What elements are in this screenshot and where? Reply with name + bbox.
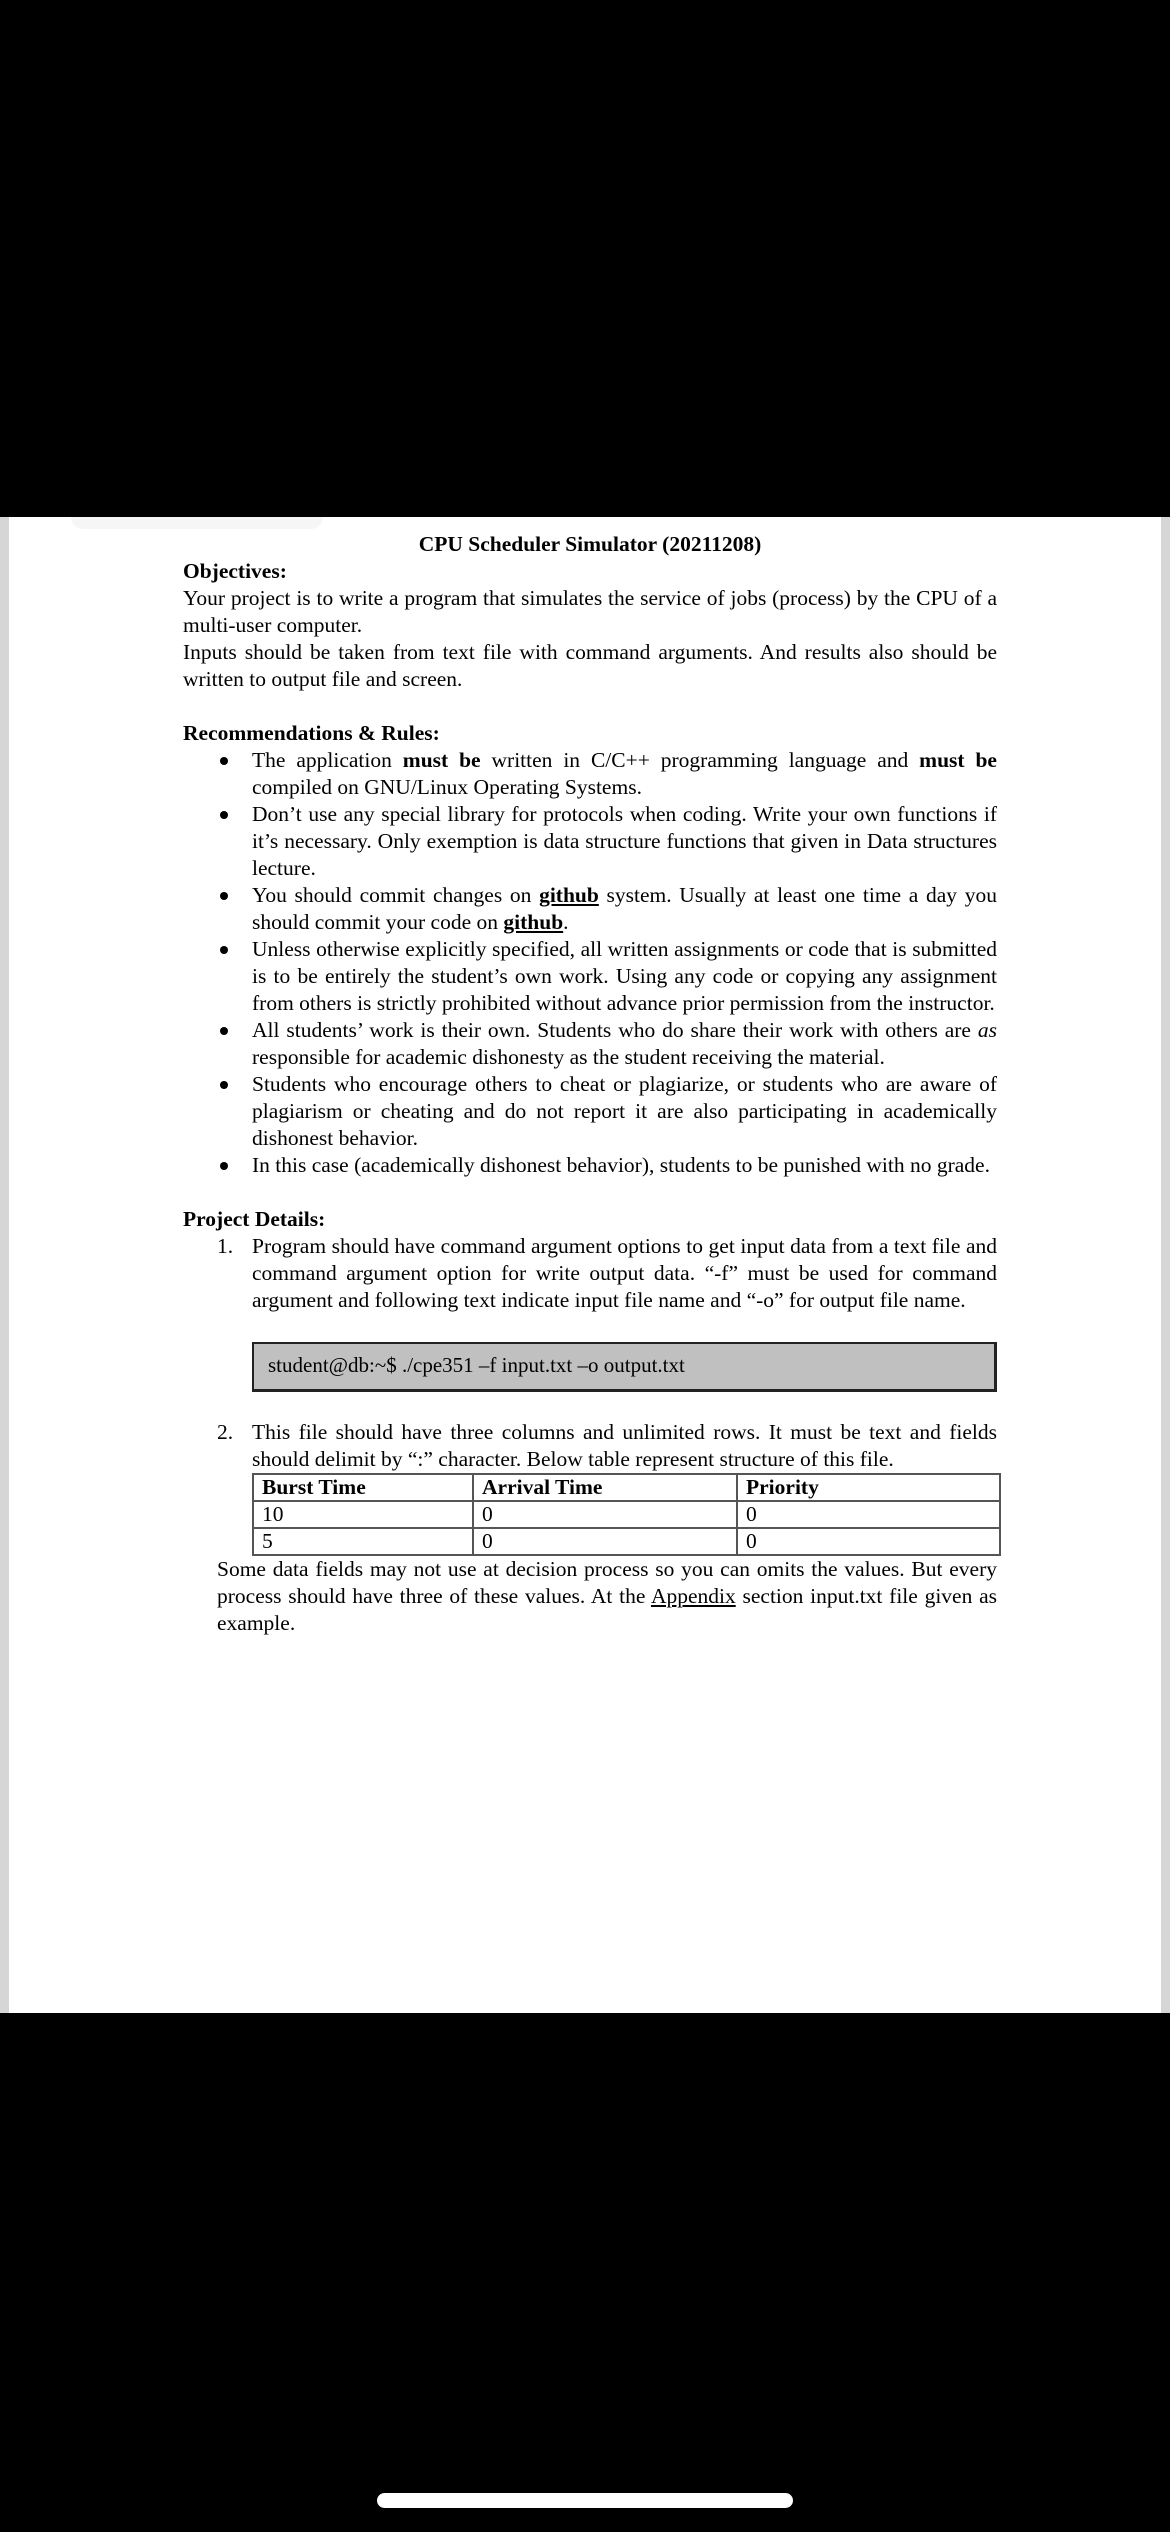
list-number: 2. [217,1420,234,1444]
table-cell: 10 [253,1501,473,1528]
details-item-2 [183,1419,997,1473]
rule-item [183,1017,997,1071]
rule-text: Unless otherwise explicitly specified, all written assignments or code that is submitted is to be entirely the student’s own work. Using any code or copying any assignment from others is strictly prohibited without advance prior permission from the instructor. [252,937,997,1015]
github-link[interactable]: github [503,910,564,934]
rule-item [183,1071,997,1152]
page-content [183,531,997,1637]
rule-item [183,1152,997,1179]
bullet-icon [220,811,228,819]
table-row [253,1501,1000,1528]
bullet-icon [220,946,228,954]
document-title: CPU Scheduler Simulator (20211208) [418,532,762,556]
page-tab-hint [71,517,323,529]
input-structure-table [252,1473,1001,1556]
details-list-2 [183,1419,997,1473]
table-row [253,1528,1000,1555]
rule-item [183,882,997,936]
document-viewer[interactable] [0,517,1170,2013]
column-header: Burst Time [253,1474,473,1501]
rule-text: compiled on GNU/Linux Operating Systems. [252,775,642,799]
command-text: student@db:~$ ./cpe351 –f input.txt –o output.txt [268,1353,685,1377]
details-item-1-text: Program should have command argument options to get input data from a text file and command argument option for write output data. “-f” must be used for command argument and following text indicate input file name and “-o” for output file name. [252,1234,997,1312]
rule-text: In this case (academically dishonest behavior), students to be punished with no grade. [252,1153,990,1177]
objectives-heading: Objectives: [183,559,287,583]
home-indicator[interactable] [377,2493,793,2508]
note-text: section input.txt file given as example. [217,1584,997,1635]
table-cell: 0 [473,1501,737,1528]
rule-text: must be [919,748,997,772]
rules-heading: Recommendations & Rules: [183,721,440,745]
table-cell: 0 [737,1528,1000,1555]
github-link[interactable]: github [539,883,599,907]
details-item-1 [183,1233,997,1314]
table-cell: 5 [253,1528,473,1555]
appendix-link[interactable]: Appendix [650,1584,736,1608]
column-header: Arrival Time [473,1474,737,1501]
details-heading: Project Details: [183,1207,326,1231]
rule-item [183,936,997,1017]
document-page [9,517,1161,2013]
rule-text: Don’t use any special library for protocols when coding. Write your own functions if it’s necessary. Only exemption is data structure functions that given in Data structures lecture. [252,802,997,880]
objectives-paragraph-1: Your project is to write a program that simulates the service of jobs (process) by the CPU of a multi-user computer. [183,586,997,637]
bullet-icon [220,757,228,765]
table-cell: 0 [473,1528,737,1555]
rule-text: system. Usually at least one time a day you should commit your code on [252,883,997,934]
bullet-icon [220,1162,228,1170]
rule-text: Students who encourage others to cheat or plagiarize, or students who are aware of plagiarism or cheating and do not report it are also participating in academically dishonest behavior. [252,1072,997,1150]
rule-text: . [563,910,569,934]
table-header-row [253,1474,1000,1501]
rule-item [183,747,997,801]
rule-text: You should commit changes on [252,883,540,907]
rule-text: must be [402,748,481,772]
table-note [183,1556,997,1637]
rules-list [183,747,997,1179]
bullet-icon [220,892,228,900]
rule-text: written in C/C++ programming language and [480,748,920,772]
rule-text: All students’ work is their own. Students who do share their work with others are [252,1018,978,1042]
bullet-icon [220,1027,228,1035]
rule-text: The application [252,748,403,772]
column-header: Priority [737,1474,1000,1501]
note-text: Some data fields may not use at decision process so you can omits the values. But every process should have three of these values. At the [217,1557,997,1608]
rule-text: responsible for academic dishonesty as the student receiving the material. [252,1045,885,1069]
rule-text: as [977,1018,997,1042]
command-example-box [252,1342,997,1392]
table-cell: 0 [737,1501,1000,1528]
list-number: 1. [217,1234,234,1258]
bullet-icon [220,1081,228,1089]
details-item-2-text: This file should have three columns and unlimited rows. It must be text and fields should delimit by “:” character. Below table represent structure of this file. [252,1420,997,1471]
details-list [183,1233,997,1314]
rule-item [183,801,997,882]
objectives-paragraph-2: Inputs should be taken from text file with command arguments. And results also should be written to output file and screen. [183,640,997,691]
